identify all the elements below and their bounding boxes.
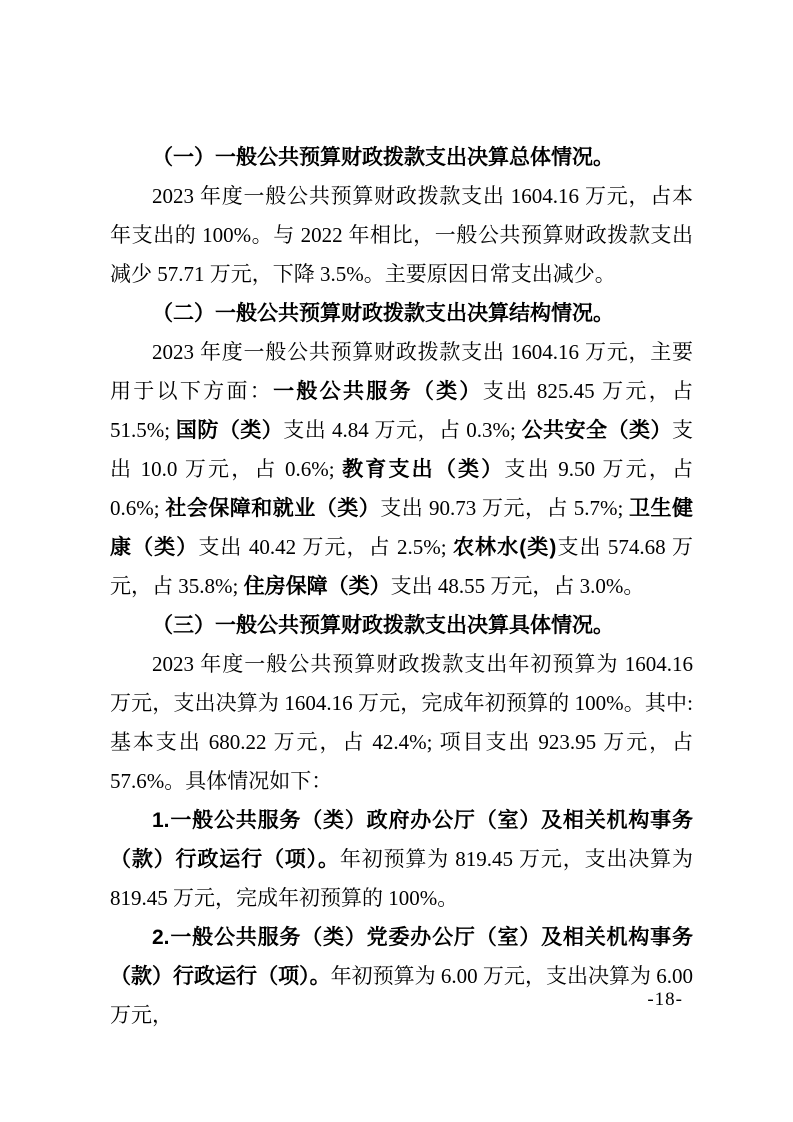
text-run: 支出 4.84 万元，占 0.3%; xyxy=(283,418,522,442)
section-heading xyxy=(110,606,693,645)
text-run: 支出 90.73 万元，占 5.7%; xyxy=(380,496,630,520)
text-run: 支出 40.42 万元，占 2.5%; xyxy=(198,535,453,559)
text-run: 2023 年度一般公共预算财政拨款支出年初预算为 1604.16 万元，支出决算为 1604.16 万元，完成年初预算的 100%。其中: 基本支出 680.22 万元，占 42.4%; 项目支出 923.95 万元，占 57.6%。具体情况如下： xyxy=(110,652,693,793)
bold-text-run: 住房保障（类） xyxy=(243,575,391,598)
text-run: 支出 10.0 万元，占 0.6%; xyxy=(110,418,694,481)
section-heading xyxy=(110,294,693,333)
text-run: 支出 9.50 万元，占 0.6%; xyxy=(110,457,694,520)
bold-text-run: 一般公共服务（类） xyxy=(273,380,483,403)
text-run: 年初预算为 819.45 万元，支出决算为 819.45 万元，完成年初预算的 100%。 xyxy=(110,847,694,910)
bold-text-run: 社会保障和就业（类） xyxy=(165,497,381,520)
text-run: 年初预算为 6.00 万元，支出决算为 6.00 万元， xyxy=(110,964,694,1027)
bold-text-run: 卫生健康（类） xyxy=(110,497,694,559)
bold-text-run: 农林水(类) xyxy=(452,536,557,559)
text-run: 支出 48.55 万元，占 3.0%。 xyxy=(390,574,645,598)
text-run: 2023 年度一般公共预算财政拨款支出 1604.16 万元，主要用于以下方面： xyxy=(110,340,693,403)
text-run: 2023 年度一般公共预算财政拨款支出 1604.16 万元，占本年支出的 100%。与 2022 年相比，一般公共预算财政拨款支出减少 57.71 万元，下降 3.5%。主要原因日常支出减少。 xyxy=(110,184,693,286)
text-run: 支出 825.45 万元，占 51.5%; xyxy=(110,379,694,442)
bold-text-run: （二）一般公共预算财政拨款支出决算结构情况。 xyxy=(152,302,614,325)
bold-text-run: 1.一般公共服务（类）政府办公厅（室）及相关机构事务（款）行政运行（项）。 xyxy=(110,809,693,871)
text-run: 支出 574.68 万元，占 35.8%; xyxy=(110,535,694,598)
bold-text-run: 公共安全（类） xyxy=(521,419,673,442)
bold-text-run: （三）一般公共预算财政拨款支出决算具体情况。 xyxy=(152,614,614,637)
page-number: -18- xyxy=(647,989,683,1010)
body-paragraph xyxy=(110,177,693,294)
body-paragraph xyxy=(110,645,693,801)
body-paragraph xyxy=(110,918,693,1035)
bold-text-run: 国防（类） xyxy=(175,419,284,442)
body-paragraph xyxy=(110,801,693,918)
document-content xyxy=(110,138,693,1035)
section-heading xyxy=(110,138,693,177)
bold-text-run: 教育支出（类） xyxy=(342,458,505,481)
bold-text-run: 2.一般公共服务（类）党委办公厅（室）及相关机构事务（款）行政运行（项）。 xyxy=(110,926,693,988)
body-paragraph xyxy=(110,333,693,606)
bold-text-run: （一）一般公共预算财政拨款支出决算总体情况。 xyxy=(152,146,614,169)
